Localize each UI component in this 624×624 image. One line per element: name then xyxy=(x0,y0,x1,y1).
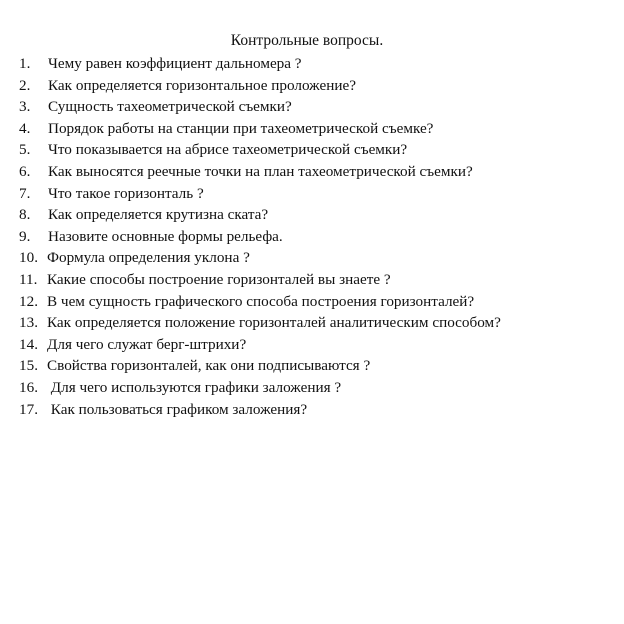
question-text: Как выносятся реечные точки на план тахеометрической съемки? xyxy=(48,162,473,180)
question-item xyxy=(19,399,501,421)
questions-list xyxy=(19,53,501,420)
question-number: 5. xyxy=(19,141,31,159)
question-item xyxy=(19,247,501,269)
question-number: 7. xyxy=(19,184,31,202)
question-item xyxy=(19,75,501,97)
question-number: 17. xyxy=(19,400,38,418)
question-number: 10. xyxy=(19,249,38,267)
question-number: 2. xyxy=(19,76,31,94)
question-item xyxy=(19,355,501,377)
question-item xyxy=(19,183,501,205)
question-text: Формула определения уклона ? xyxy=(47,249,250,267)
question-item xyxy=(19,291,501,313)
question-item xyxy=(19,139,501,161)
question-text: Как пользоваться графиком заложения? xyxy=(47,400,308,418)
question-text: Свойства горизонталей, как они подписываются ? xyxy=(47,357,371,375)
question-number: 15. xyxy=(19,357,38,375)
question-text: Как определяется положение горизонталей аналитическим способом? xyxy=(47,314,501,332)
question-number: 1. xyxy=(19,55,31,72)
question-number: 13. xyxy=(19,314,38,332)
question-item xyxy=(19,204,501,226)
question-text: Какие способы построение горизонталей вы знаете ? xyxy=(47,270,391,288)
question-item xyxy=(19,118,501,140)
question-text: Чему равен коэффициент дальномера ? xyxy=(48,55,302,72)
question-text: Для чего служат берг-штрихи? xyxy=(47,335,247,353)
question-text: В чем сущность графического способа построения горизонталей? xyxy=(47,292,475,310)
question-number: 3. xyxy=(19,98,31,116)
question-text: Для чего используются графики заложения ? xyxy=(47,378,342,396)
question-text: Как определяется крутизна ската? xyxy=(48,206,269,224)
question-number: 9. xyxy=(19,227,31,245)
question-item xyxy=(19,53,501,75)
question-text: Порядок работы на станции при тахеометрической съемке? xyxy=(48,119,434,137)
question-text: Что такое горизонталь ? xyxy=(48,184,204,202)
question-number: 12. xyxy=(19,292,38,310)
question-text: Назовите основные формы рельефа. xyxy=(48,227,283,245)
question-number: 8. xyxy=(19,206,31,224)
page-title: Контрольные вопросы. xyxy=(230,32,384,49)
question-item xyxy=(19,96,501,118)
question-number: 11. xyxy=(19,270,38,288)
question-text: Как определяется горизонтальное проложение? xyxy=(48,76,356,94)
question-item xyxy=(19,161,501,183)
question-item xyxy=(19,377,501,399)
question-number: 6. xyxy=(19,162,31,180)
question-item xyxy=(19,269,501,291)
question-text: Что показывается на абрисе тахеометрической съемки? xyxy=(48,141,408,159)
question-item xyxy=(19,226,501,248)
question-number: 14. xyxy=(19,335,38,353)
question-number: 16. xyxy=(19,378,38,396)
question-item xyxy=(19,312,501,334)
question-number: 4. xyxy=(19,119,31,137)
question-item xyxy=(19,334,501,356)
question-text: Сущность тахеометрической съемки? xyxy=(48,98,292,116)
